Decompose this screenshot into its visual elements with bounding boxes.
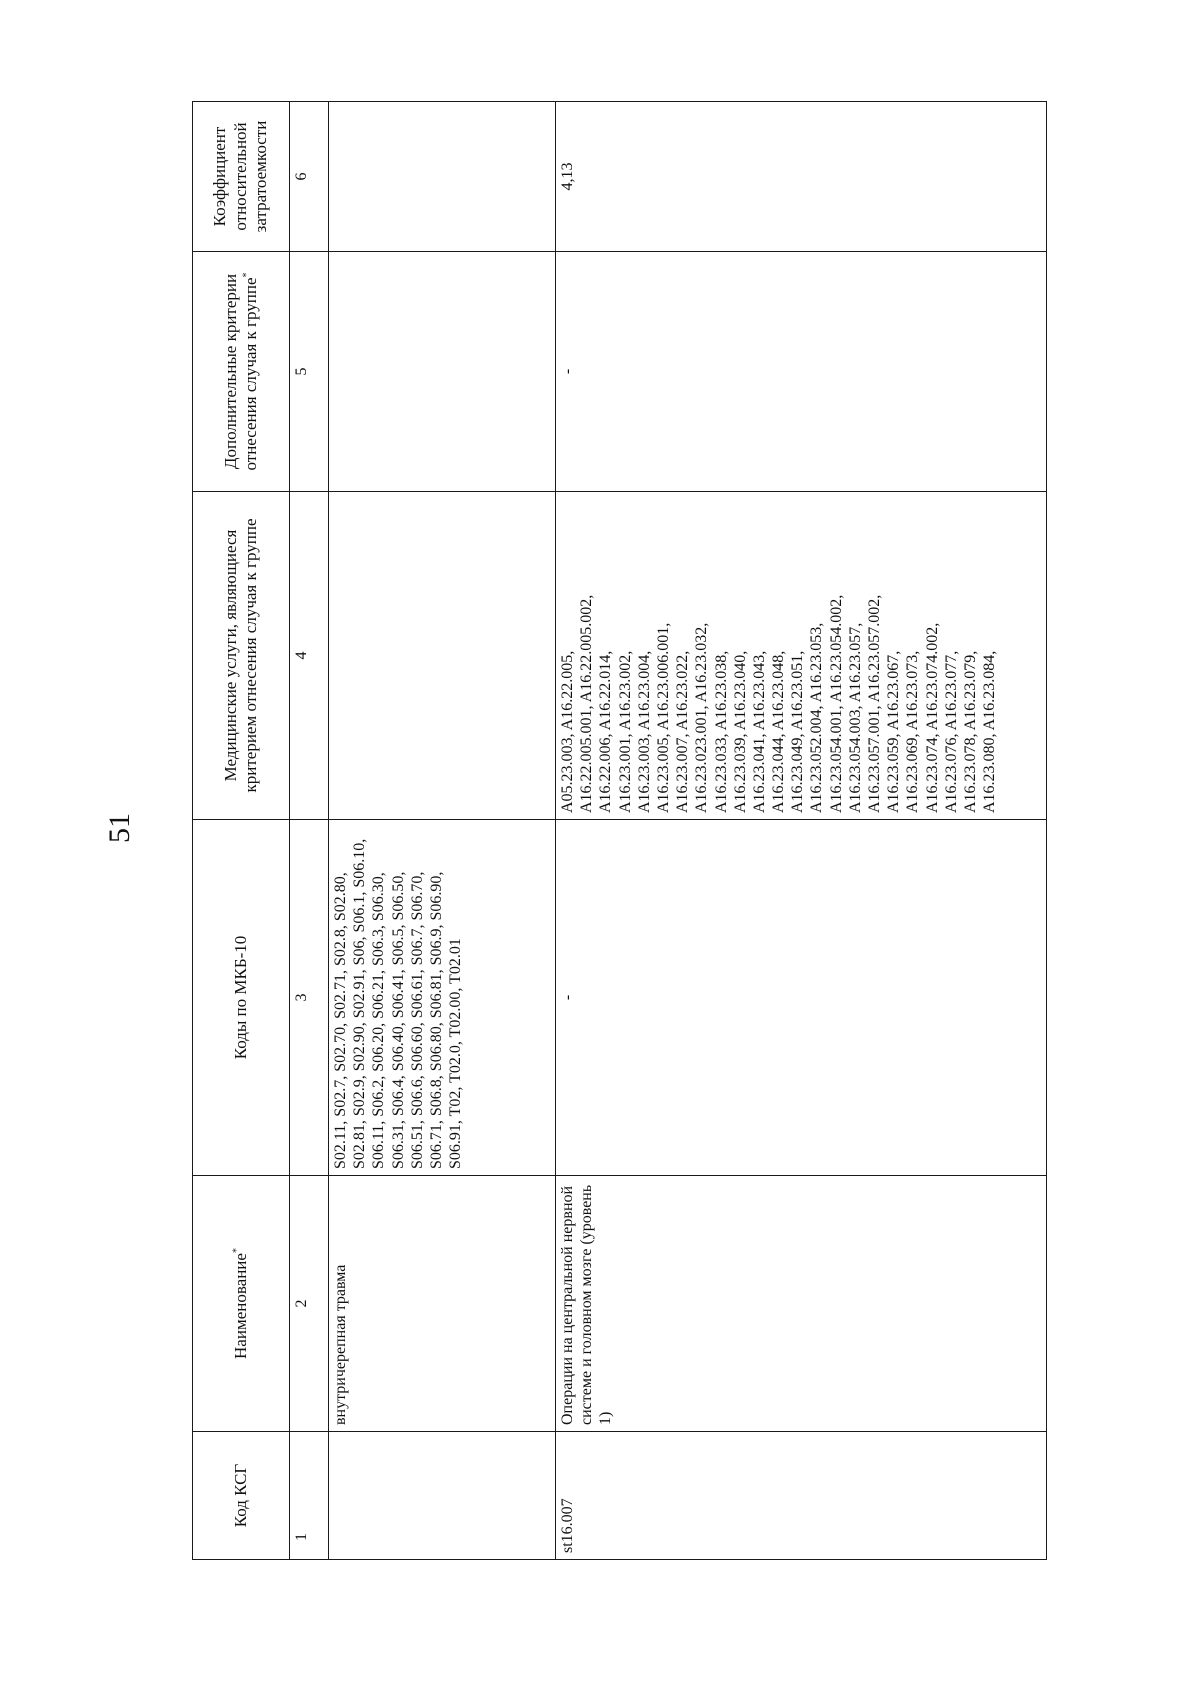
header-cost-coefficient: Коэффициент относительной затратоемкости bbox=[193, 102, 290, 252]
name-cell: Операции на центральной нервной системе и головном мозге (уровень 1) bbox=[556, 1176, 1047, 1432]
column-number: 4 bbox=[290, 492, 329, 820]
footnote-mark: * bbox=[231, 1248, 243, 1254]
extra-criteria-cell bbox=[329, 252, 556, 492]
icd-codes-cell: - bbox=[556, 820, 1047, 1176]
table-row bbox=[556, 102, 1047, 1560]
table-row bbox=[329, 102, 556, 1560]
column-number: 1 bbox=[290, 1432, 329, 1560]
footnote-mark: * bbox=[241, 272, 253, 278]
extra-criteria-cell: - bbox=[556, 252, 1047, 492]
coefficient-cell bbox=[329, 102, 556, 252]
coefficient-cell: 4,13 bbox=[556, 102, 1047, 252]
icd-codes-cell: S02.11, S02.7, S02.70, S02.71, S02.8, S02.80, S02.81, S02.9, S02.90, S02.91, S06, S06.1, S06.10, S06.11, S06.2, S06.20, S06.21, S06.3, S06.30, S06.31, S06.4, S06.40, S06.41, S06.5, S06.50, S06.51, S06.6, S06.60, S06.61, S06.7, S06.70, S06.71, S06.8, S06.80, S06.81, S06.9, S06.90, S06.91, T02, T02.0, T02.00, T02.01 bbox=[329, 820, 556, 1176]
header-icd-codes: Коды по МКБ-10 bbox=[193, 820, 290, 1176]
column-number: 3 bbox=[290, 820, 329, 1176]
header-medical-services: Медицинские услуги, являющиеся критерием отнесения случая к группе bbox=[193, 492, 290, 820]
column-number-row bbox=[290, 102, 329, 1560]
ksg-code-cell bbox=[329, 1432, 556, 1560]
column-number: 6 bbox=[290, 102, 329, 252]
header-extra-criteria: Дополнительные критерии отнесения случая к группе* bbox=[193, 252, 290, 492]
header-ksg-code: Код КСГ bbox=[193, 1432, 290, 1560]
column-number: 2 bbox=[290, 1176, 329, 1432]
name-cell: внутричерепная травма bbox=[329, 1176, 556, 1432]
rotated-table-container bbox=[192, 102, 1112, 1560]
ksg-code-cell: st16.007 bbox=[556, 1432, 1047, 1560]
page-number: 51 bbox=[103, 813, 136, 843]
header-name: Наименование* bbox=[193, 1176, 290, 1432]
column-number: 5 bbox=[290, 252, 329, 492]
ksg-table bbox=[192, 101, 1047, 1560]
services-cell bbox=[329, 492, 556, 820]
header-row bbox=[193, 102, 290, 1560]
services-cell: A05.23.003, A16.22.005, A16.22.005.001, A16.22.005.002, A16.22.006, A16.22.014, A16.23.001, A16.23.002, A16.23.003, A16.23.004, A16.23.005, A16.23.006.001, A16.23.007, A16.23.022, A16.23.023.001, A16.23.032, A16.23.033, A16.23.038, A16.23.039, A16.23.040, A16.23.041, A16.23.043, A16.23.044, A16.23.048, A16.23.049, A16.23.051, A16.23.052.004, A16.23.053, A16.23.054.001, A16.23.054.002, A16.23.054.003, A16.23.057, A16.23.057.001, A16.23.057.002, A16.23.059, A16.23.067, A16.23.069, A16.23.073, A16.23.074, A16.23.074.002, A16.23.076, A16.23.077, A16.23.078, A16.23.079, A16.23.080, A16.23.084, bbox=[556, 492, 1047, 820]
